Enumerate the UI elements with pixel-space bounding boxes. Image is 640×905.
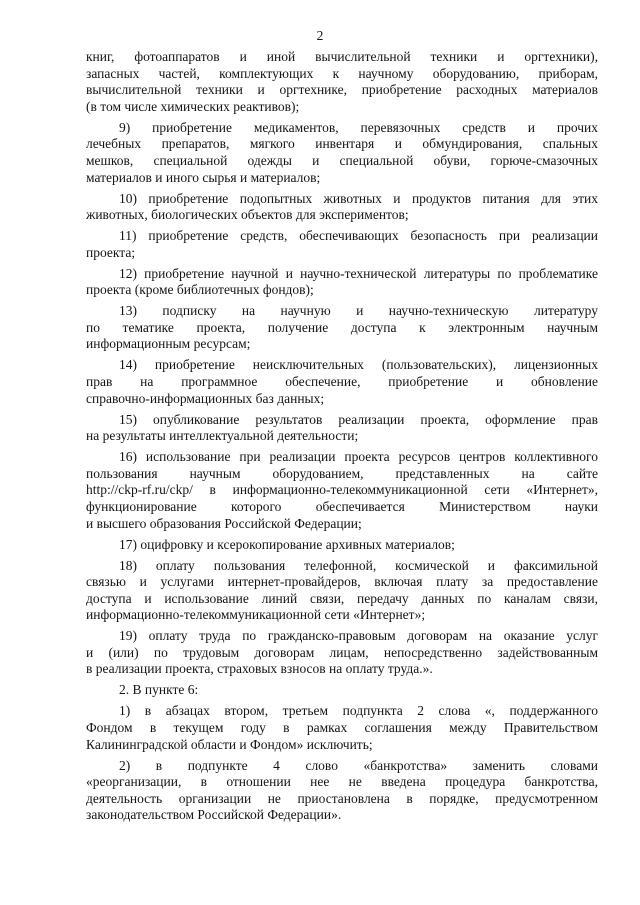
text-line: прав на программное обеспечение, приобретение и обновление: [86, 374, 598, 390]
text-line: справочно-информационных баз данных;: [86, 390, 325, 406]
text-line: 2. В пункте 6:: [119, 682, 199, 698]
text-line: законодательством Российской Федерации».: [86, 807, 342, 823]
page-number: 2: [316, 28, 324, 43]
text-line: http://ckp-rf.ru/ckp/ в информационно-телекоммуникационной сети «Интернет»,: [86, 482, 598, 498]
text-line: 1) в абзацах втором, третьем подпункта 2 слова «, поддержанного: [119, 703, 598, 719]
text-line: в реализации проекта, страховых взносов на оплату труда.».: [86, 661, 433, 677]
text-line: деятельность организации не приостановлена в порядке, предусмотренном: [86, 790, 598, 806]
text-line: 11) приобретение средств, обеспечивающих безопасность при реализации: [119, 228, 598, 244]
text-line: проекта;: [86, 244, 136, 260]
text-line: информационно-телекоммуникационной сети «Интернет»;: [86, 607, 426, 623]
text-line: вычислительной техники и оргтехнике, приобретение расходных материалов: [86, 82, 598, 98]
paragraph: [86, 191, 598, 224]
paragraph: [86, 412, 598, 445]
text-line: мешков, специальной одежды и специальной обуви, горюче-смазочных: [86, 152, 598, 168]
text-line: 9) приобретение медикаментов, перевязочных средств и прочих: [119, 119, 598, 135]
text-line: на результаты интеллектуальной деятельности;: [86, 428, 359, 444]
document-body: [86, 49, 598, 824]
text-line: и высшего образования Российской Федерации;: [86, 515, 362, 531]
text-line: 15) опубликование результатов реализации проекта, оформление прав: [119, 411, 598, 427]
paragraph: [86, 703, 598, 753]
text-line: и (или) по трудовым договорам лицам, непосредственно задействованным: [86, 644, 598, 660]
text-line: 13) подписку на научную и научно-техническую литературу: [119, 303, 598, 319]
paragraph: [86, 49, 598, 115]
text-line: 19) оплату труда по гражданско-правовым договорам на оказание услуг: [119, 628, 598, 644]
text-line: книг, фотоаппаратов и иной вычислительной техники и оргтехники),: [86, 49, 598, 64]
text-line: функционирование которого обеспечивается Министерством науки: [86, 498, 598, 514]
paragraph: [86, 537, 598, 554]
text-line: запасных частей, комплектующих к научному оборудованию, приборам,: [86, 65, 598, 81]
paragraph: [86, 449, 598, 532]
text-line: проекта (кроме библиотечных фондов);: [86, 282, 314, 298]
text-line: материалов и иного сырья и материалов;: [86, 169, 321, 185]
text-line: 17) оцифровку и ксерокопирование архивных материалов;: [119, 536, 455, 552]
paragraph: [86, 228, 598, 261]
text-line: Калининградской области и Фондом» исключить;: [86, 736, 373, 752]
text-line: 10) приобретение подопытных животных и продуктов питания для этих: [119, 190, 598, 206]
paragraph: [86, 357, 598, 407]
text-line: информационным ресурсам;: [86, 336, 251, 352]
paragraph: [86, 628, 598, 678]
paragraph: [86, 266, 598, 299]
text-line: лечебных препаратов, мягкого инвентаря и обмундирования, спальных: [86, 136, 598, 152]
paragraph: [86, 682, 598, 699]
text-line: 14) приобретение неисключительных (пользовательских), лицензионных: [119, 357, 598, 373]
text-line: связью и услугами интернет-провайдеров, включая плату за предоставление: [86, 574, 598, 590]
text-line: по тематике проекта, получение доступа к электронным научным: [86, 319, 598, 335]
text-line: Фондом в текущем году в рамках соглашения между Правительством: [86, 720, 598, 736]
paragraph: [86, 303, 598, 353]
paragraph: [86, 120, 598, 186]
paragraph: [86, 558, 598, 624]
text-line: 2) в подпункте 4 слово «банкротства» заменить словами: [119, 757, 598, 773]
text-line: пользования научным оборудованием, представленных на сайте: [86, 465, 598, 481]
text-line: «реорганизации, в отношении нее не введена процедура банкротства,: [86, 774, 598, 790]
text-line: животных, биологических объектов для экспериментов;: [86, 207, 409, 223]
text-line: 18) оплату пользования телефонной, космической и факсимильной: [119, 557, 598, 573]
paragraph: [86, 758, 598, 824]
text-line: 12) приобретение научной и научно-технической литературы по проблематике: [119, 265, 598, 281]
text-line: (в том числе химических реактивов);: [86, 98, 300, 114]
text-line: 16) использование при реализации проекта ресурсов центров коллективного: [119, 449, 598, 465]
text-line: доступа и использование линий связи, передачу данных по каналам связи,: [86, 590, 598, 606]
